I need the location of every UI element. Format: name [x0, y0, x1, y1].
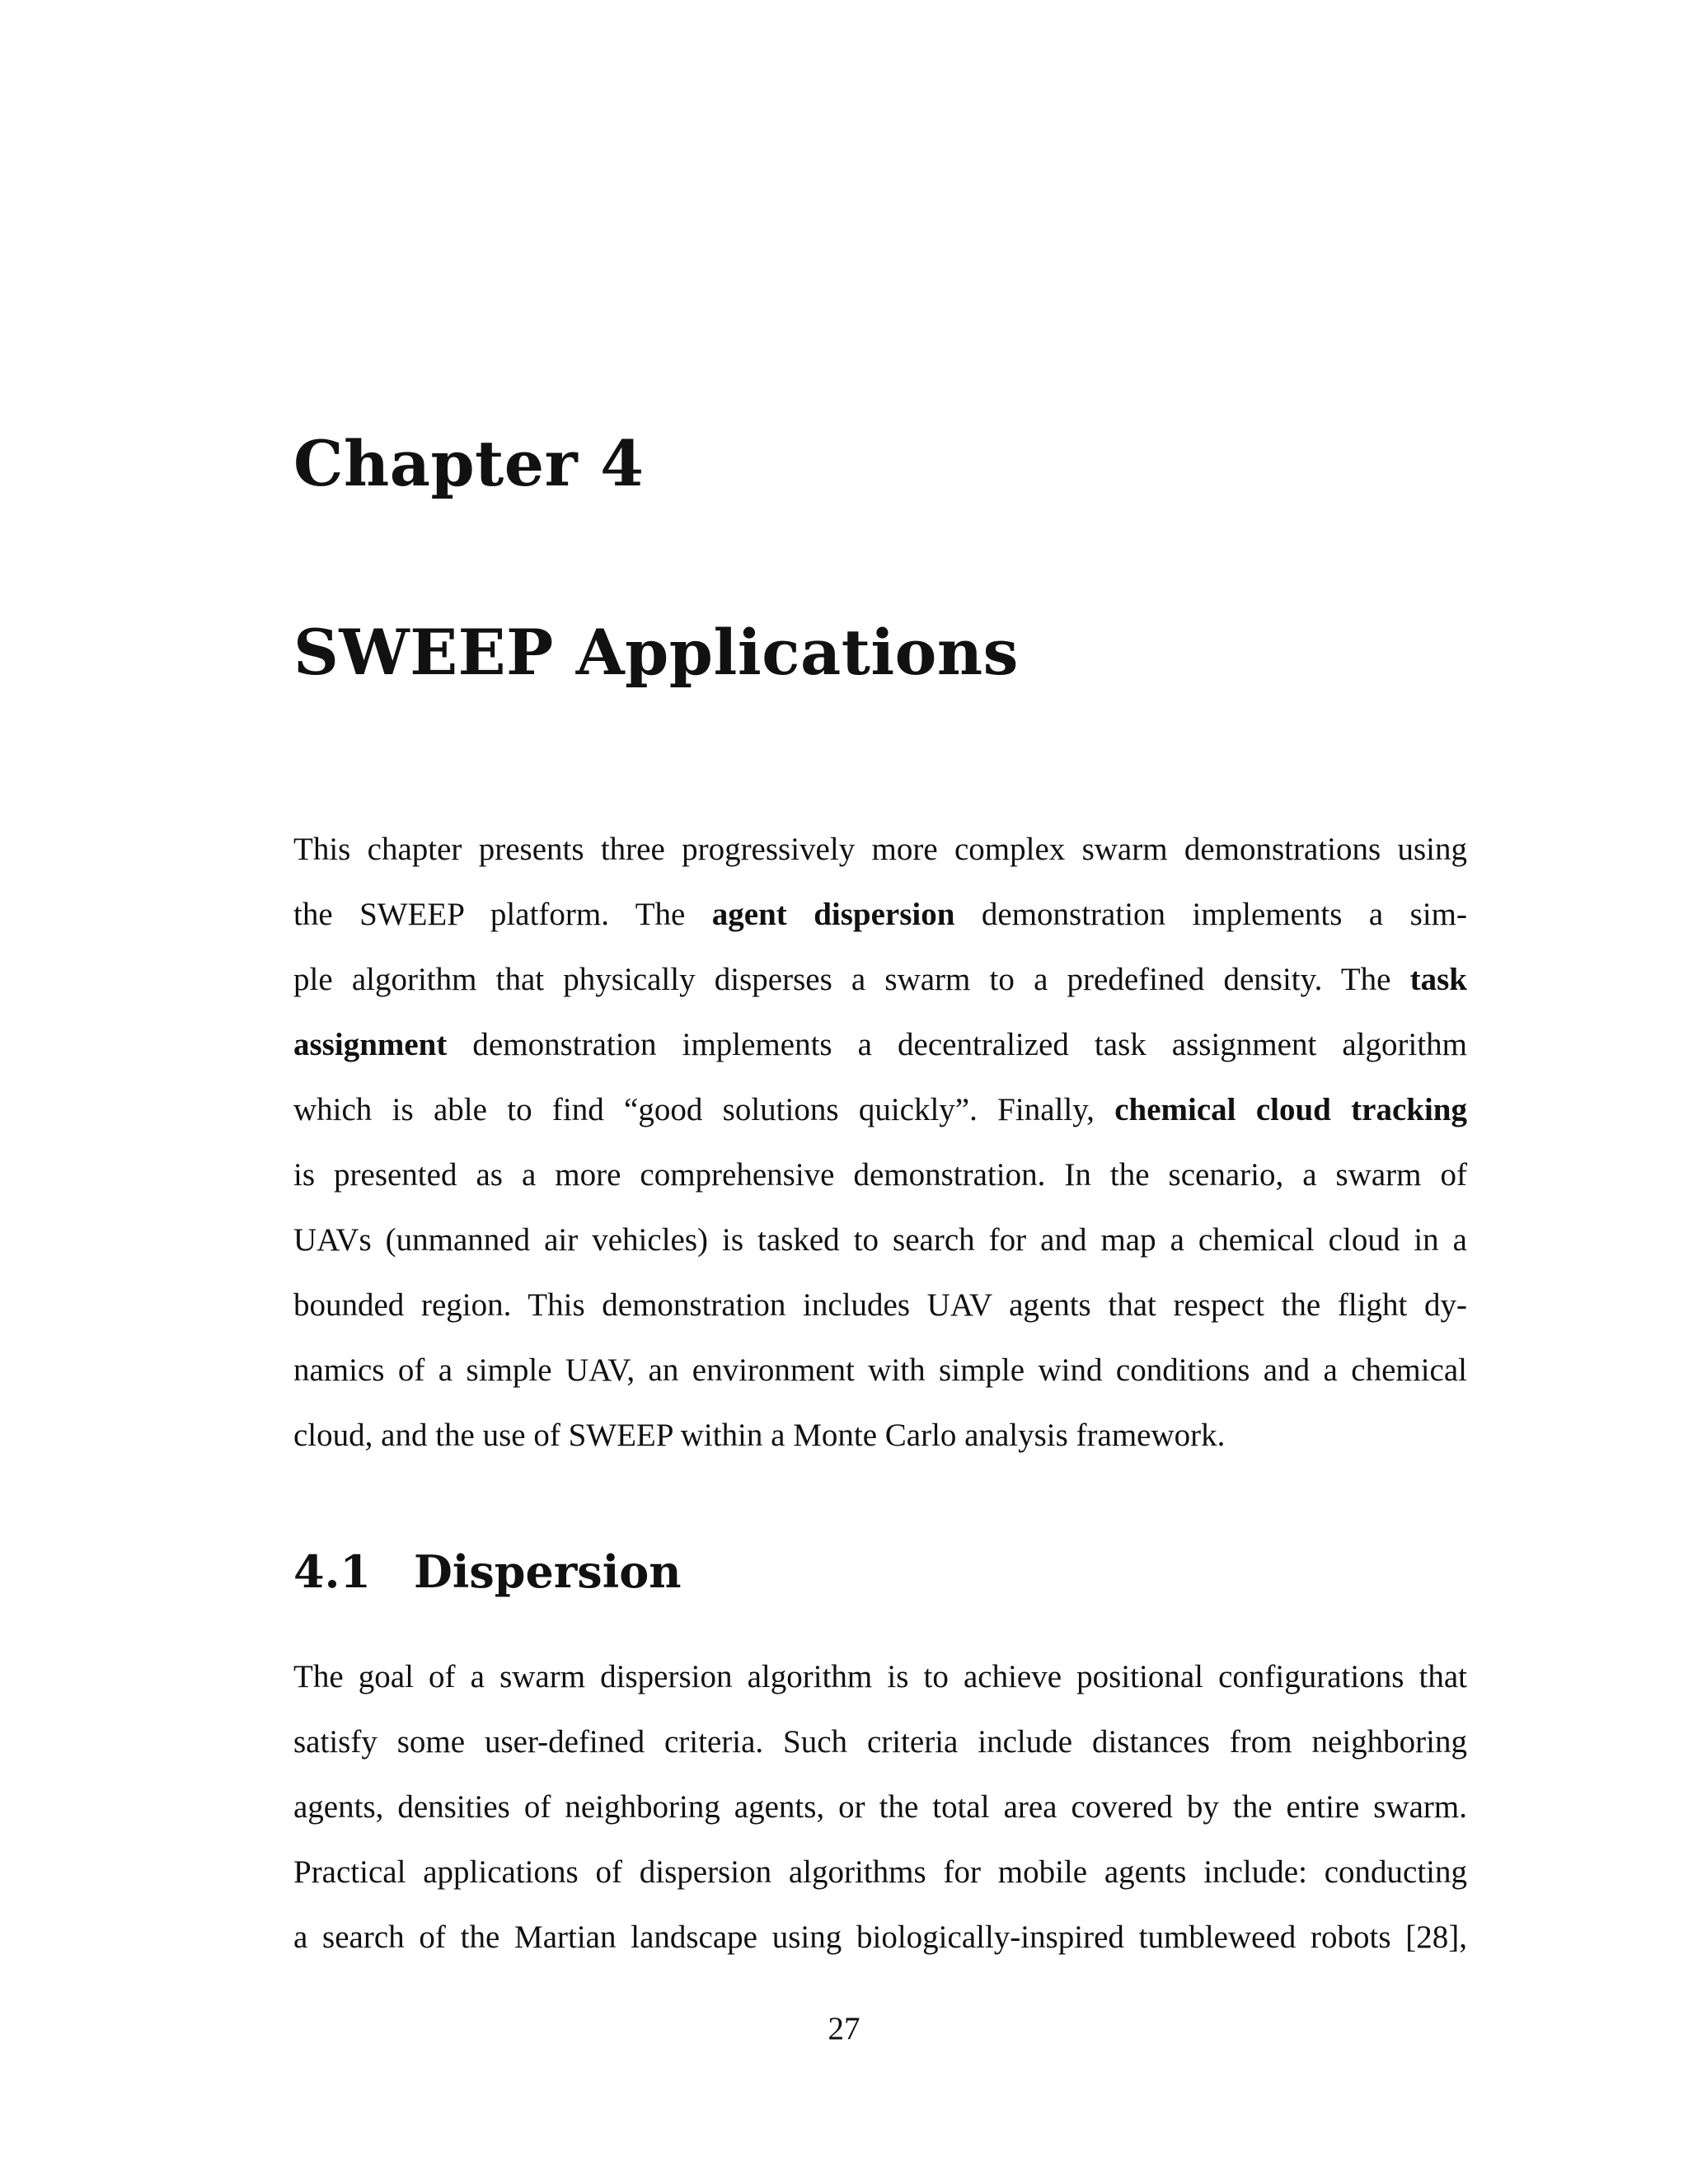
bold-term: agent dispersion	[711, 897, 955, 932]
bold-term: chemical cloud tracking	[1114, 1092, 1467, 1127]
intro-paragraph	[293, 817, 1467, 1468]
section-heading	[293, 1545, 682, 1598]
text-line: This chapter presents three progressively more complex swarm demonstrations using	[293, 832, 1467, 867]
text-line: UAVs (unmanned air vehicles) is tasked to search for and map a chemical cloud in a	[293, 1222, 1467, 1258]
text-line: agents, densities of neighboring agents, or the total area covered by the entire swarm.	[293, 1789, 1467, 1825]
text-line: ple algorithm that physically disperses a swarm to a predefined density. The task	[293, 962, 1467, 997]
text-line: assignment demonstration implements a decentralized task assignment algorithm	[293, 1027, 1467, 1062]
text-line: cloud, and the use of SWEEP within a Monte Carlo analysis framework.	[293, 1418, 1226, 1453]
text-line: Practical applications of dispersion algorithms for mobile agents include: conducting	[293, 1854, 1467, 1890]
text-line: The goal of a swarm dispersion algorithm is to achieve positional configurations that	[293, 1659, 1467, 1694]
text-line: satisfy some user-defined criteria. Such criteria include distances from neighboring	[293, 1724, 1467, 1760]
bold-term: assignment	[293, 1027, 448, 1062]
text-line: a search of the Martian landscape using biologically-inspired tumbleweed robots [28],	[293, 1919, 1467, 1955]
page-number: 27	[828, 2011, 860, 2046]
text-line: which is able to find “good solutions quickly”. Finally, chemical cloud tracking	[293, 1092, 1467, 1127]
text-line: namics of a simple UAV, an environment with simple wind conditions and a chemical	[293, 1352, 1467, 1388]
section-number: 4.1	[293, 1545, 371, 1598]
section-title: Dispersion	[414, 1545, 682, 1598]
text-line: bounded region. This demonstration includes UAV agents that respect the flight dy-	[293, 1287, 1467, 1323]
chapter-label: Chapter 4	[293, 427, 645, 500]
text-line: the SWEEP platform. The agent dispersion demonstration implements a sim-	[293, 897, 1467, 932]
bold-term: task	[1409, 962, 1467, 997]
section-paragraph	[293, 1644, 1467, 1970]
chapter-title: SWEEP Applications	[293, 616, 1019, 689]
text-line: is presented as a more comprehensive demonstration. In the scenario, a swarm of	[293, 1157, 1467, 1193]
